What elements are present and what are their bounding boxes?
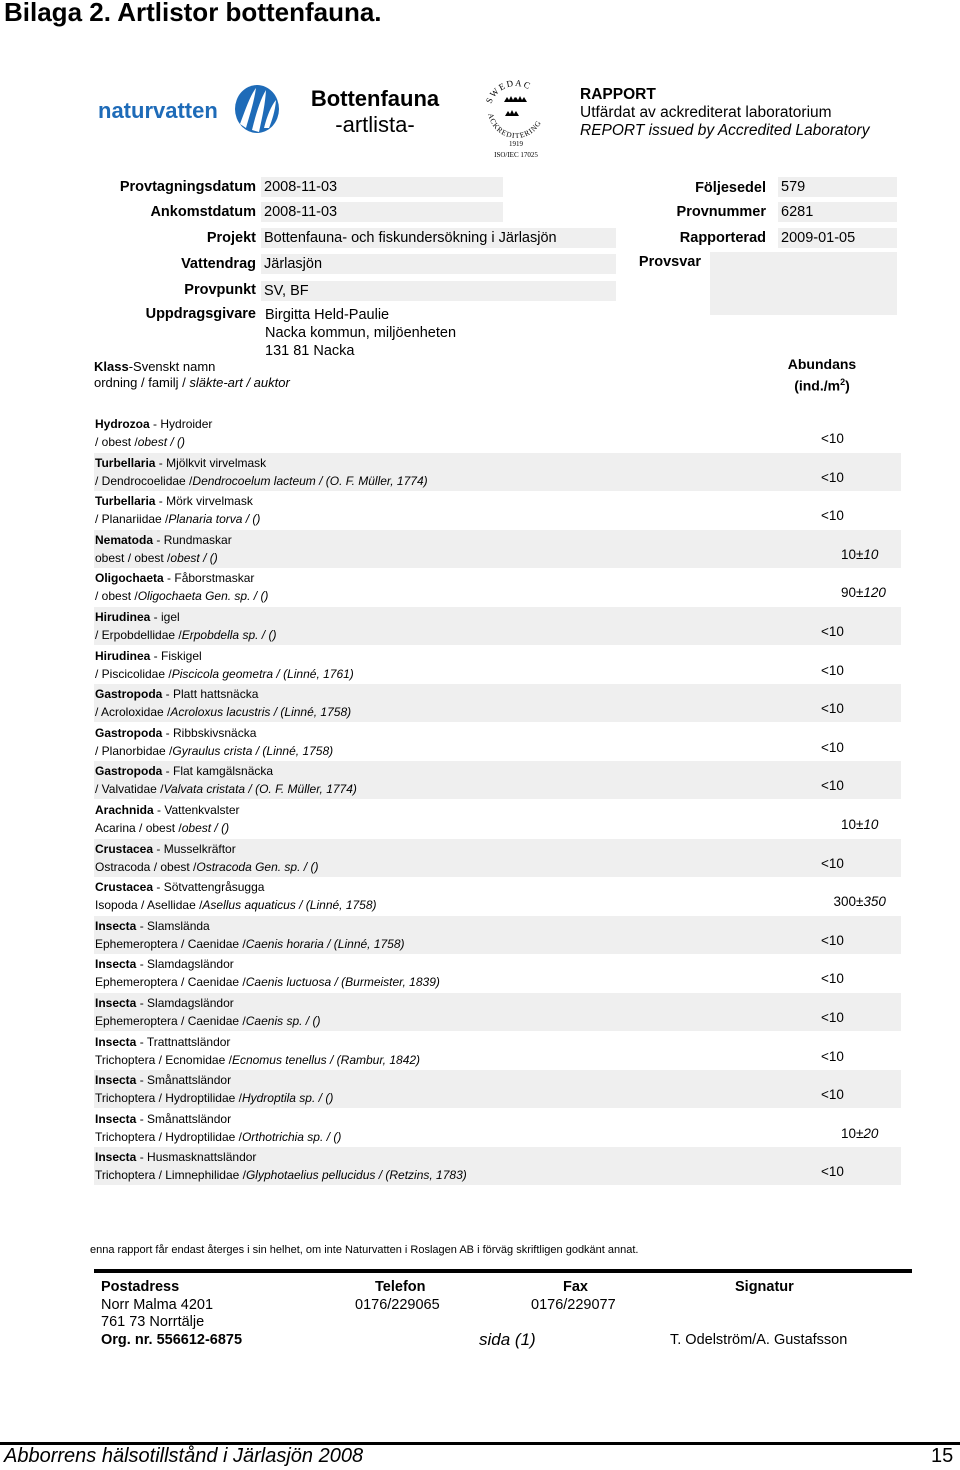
taxon-abundance: <10	[821, 739, 844, 755]
taxon-abundance: <10	[821, 508, 844, 524]
taxon-separator: -	[136, 957, 148, 972]
footer-fax: 0176/229077	[531, 1297, 616, 1313]
taxon-abundance: 90	[840, 585, 856, 601]
column-header-klass: Klass-Svenskt namn	[94, 359, 216, 374]
label-uppdragsgivare: Uppdragsgivare	[145, 306, 256, 322]
taxon-separator: -	[149, 417, 161, 431]
taxon-class-line	[95, 1150, 256, 1164]
taxon-detail-line	[95, 1053, 420, 1067]
taxon-class-line	[95, 494, 253, 508]
taxon-row	[94, 530, 901, 568]
taxon-row	[94, 877, 901, 915]
taxon-detail-line	[95, 667, 354, 681]
taxon-swedish-name: Rundmaskar	[163, 532, 232, 547]
footer-postadress-label: Postadress	[101, 1279, 180, 1295]
taxon-class: Insecta	[95, 1150, 137, 1165]
taxon-row	[94, 993, 901, 1031]
taxon-detail-line	[95, 1091, 333, 1105]
seal-standard: ISO/IEC 17025	[494, 151, 538, 159]
taxon-separator: -	[153, 880, 164, 895]
document-subtitle: -artlista-	[335, 112, 415, 137]
taxon-abundance: <10	[821, 701, 844, 717]
taxon-row	[94, 723, 901, 761]
taxon-species-author: Orthotrichia sp. / ()	[241, 1129, 342, 1144]
taxon-swedish-name: Slamdagsländor	[147, 957, 234, 972]
taxon-class-line	[95, 610, 180, 624]
taxon-class: Arachnida	[95, 803, 154, 817]
taxon-abundance: <10	[821, 855, 844, 871]
taxon-class: Gastropoda	[95, 725, 163, 740]
report-line-english: REPORT issued by Accredited Laboratory	[580, 122, 870, 139]
taxon-class: Insecta	[95, 1111, 137, 1126]
taxon-abundance: <10	[821, 1087, 844, 1103]
bottom-page-number: 15	[931, 1445, 954, 1467]
taxon-row	[94, 646, 901, 684]
footer-org-number: Org. nr. 556612-6875	[101, 1332, 243, 1348]
taxon-species-author: Asellus aquaticus / (Linné, 1758)	[202, 898, 377, 913]
footer-address-2: 761 73 Norrtälje	[101, 1314, 205, 1330]
taxon-species-author: Caenis luctuosa / (Burmeister, 1839)	[245, 975, 440, 990]
taxon-order-family: Trichoptera / Hydroptilidae /	[95, 1091, 242, 1106]
field-provnummer: 6281	[778, 202, 897, 222]
taxon-swedish-name: Flat kamgälsnäcka	[173, 764, 274, 779]
field-provtagningsdatum: 2008-11-03	[261, 177, 503, 197]
footer-telefon: 0176/229065	[355, 1297, 440, 1313]
taxon-detail-line	[95, 512, 260, 526]
taxon-abundance: <10	[821, 1048, 844, 1064]
taxon-abundance: 10	[840, 1125, 856, 1141]
taxon-class: Hirudinea	[95, 610, 151, 624]
taxon-class: Nematoda	[95, 532, 154, 547]
taxon-uncertainty: ±10	[856, 817, 879, 832]
footer-page-number: sida (1)	[479, 1330, 536, 1349]
taxon-species-author: Ostracoda Gen. sp. / ()	[196, 859, 319, 874]
seal-year: 1919	[509, 140, 523, 148]
label-foljesedel: Följesedel	[695, 180, 766, 196]
taxon-class: Insecta	[95, 1034, 137, 1049]
taxon-detail-line	[95, 821, 229, 835]
taxon-order-family: / obest /	[95, 435, 138, 449]
uppdragsgivare-org: Nacka kommun, miljöenheten	[265, 325, 457, 341]
taxon-class-line	[95, 571, 254, 585]
footer-fax-label: Fax	[563, 1279, 588, 1295]
taxon-class-line	[95, 842, 236, 856]
svg-text:ACKREDITERING	[486, 112, 543, 140]
taxon-uncertainty: ±350	[856, 894, 886, 910]
taxon-species-author: Gyraulus crista / (Linné, 1758)	[172, 743, 334, 758]
taxon-swedish-name: Ribbskivsnäcka	[173, 725, 257, 740]
taxon-species-author: Piscicola geometra / (Linné, 1761)	[171, 666, 354, 681]
field-vattendrag: Järlasjön	[261, 254, 616, 274]
label-provsvar: Provsvar	[638, 254, 701, 270]
taxon-class: Insecta	[95, 996, 137, 1010]
taxon-abundance: <10	[821, 662, 844, 678]
taxon-separator: -	[136, 1150, 148, 1165]
taxon-abundance: <10	[821, 431, 844, 446]
taxon-row	[94, 684, 901, 722]
taxon-row	[94, 1070, 901, 1108]
taxon-row	[94, 1147, 901, 1185]
taxon-separator: -	[162, 725, 174, 740]
taxon-detail-line	[95, 898, 377, 912]
taxon-swedish-name: Hydroider	[160, 417, 213, 431]
taxon-species-author: Hydroptila sp. / ()	[241, 1091, 334, 1106]
taxon-order-family: Ephemeroptera / Caenidae /	[95, 1014, 246, 1028]
taxon-detail-line	[95, 474, 428, 488]
taxon-separator: -	[150, 648, 162, 663]
field-rapporterad: 2009-01-05	[778, 228, 897, 248]
taxon-row	[94, 414, 901, 452]
taxon-separator: -	[155, 455, 167, 470]
field-foljesedel: 579	[778, 177, 897, 197]
taxon-separator: -	[153, 803, 165, 817]
taxon-order-family: Trichoptera / Limnephilidae /	[95, 1168, 246, 1183]
taxon-detail-line	[95, 705, 351, 719]
taxon-class-line	[95, 726, 256, 740]
label-projekt: Projekt	[206, 230, 256, 246]
label-ankomstdatum: Ankomstdatum	[150, 204, 256, 220]
taxon-separator: -	[153, 532, 164, 547]
seal-ring-text: ACKREDITERING	[486, 112, 544, 141]
taxon-abundance: 300	[833, 894, 856, 910]
taxon-separator: -	[136, 996, 148, 1010]
taxon-swedish-name: Platt hattsnäcka	[173, 687, 259, 702]
taxon-row	[94, 568, 901, 606]
field-provpunkt: SV, BF	[261, 281, 616, 301]
taxon-abundance: <10	[821, 932, 844, 948]
taxon-class-line	[95, 533, 232, 547]
taxon-separator: -	[162, 687, 174, 702]
taxon-order-family: Trichoptera / Hydroptilidae /	[95, 1129, 242, 1144]
taxon-order-family: / Dendrocoelidae /	[95, 473, 193, 488]
taxon-swedish-name: Musselkräftor	[163, 841, 236, 856]
taxon-order-family: / Valvatidae /	[95, 782, 164, 797]
taxon-uncertainty: ±20	[856, 1125, 879, 1141]
taxon-row	[94, 916, 901, 954]
taxon-swedish-name: Mjölkvit virvelmask	[166, 455, 267, 470]
taxon-abundance: <10	[821, 1164, 844, 1180]
taxon-swedish-name: Fiskigel	[161, 648, 202, 663]
taxon-species-author: obest / ()	[181, 821, 230, 835]
taxon-class: Gastropoda	[95, 764, 163, 779]
taxon-class: Gastropoda	[95, 687, 163, 702]
taxon-class-line	[95, 417, 212, 431]
taxon-swedish-name: Sötvattengråsugga	[163, 880, 265, 895]
taxon-detail-line	[95, 435, 185, 449]
footer-rule	[94, 1269, 912, 1273]
taxon-separator: -	[150, 610, 162, 624]
uppdragsgivare-name: Birgitta Held-Paulie	[265, 307, 390, 323]
taxon-abundance: <10	[821, 1010, 844, 1025]
taxon-class-line	[95, 803, 240, 817]
taxon-separator: -	[136, 918, 148, 933]
taxon-class-line	[95, 649, 202, 663]
taxon-detail-line	[95, 782, 357, 796]
taxon-order-family: Trichoptera / Ecnomidae /	[95, 1052, 232, 1067]
field-provsvar	[710, 252, 897, 315]
report-title: RAPPORT	[580, 86, 656, 103]
taxon-swedish-name: Mörk virvelmask	[166, 494, 253, 509]
document-title-main: Bottenfauna	[310, 86, 440, 111]
taxon-order-family: / obest /	[95, 589, 138, 604]
taxon-class-line	[95, 764, 273, 778]
report-line-swedish: Utfärdat av ackrediterat laboratorium	[580, 104, 832, 121]
taxon-class-line	[95, 996, 234, 1010]
taxon-row	[94, 839, 901, 877]
taxon-species-author: Caenis horaria / (Linné, 1758)	[245, 936, 405, 951]
taxon-detail-line	[95, 1168, 467, 1182]
taxon-species-author: Dendrocoelum lacteum / (O. F. Müller, 1774)	[192, 473, 428, 488]
taxon-class-line	[95, 1035, 230, 1049]
seal-top-text: SWEDAC	[483, 77, 534, 105]
taxon-class: Turbellaria	[95, 494, 156, 509]
bottom-title: Abborrens hälsotillstånd i Järlasjön 2008	[4, 1445, 364, 1467]
taxon-class-line	[95, 1112, 231, 1126]
taxon-species-author: Glyphotaelius pellucidus / (Retzins, 1783)	[245, 1168, 467, 1183]
taxon-order-family: / Acroloxidae /	[95, 705, 171, 720]
taxon-species-author: Oligochaeta Gen. sp. / ()	[137, 589, 269, 604]
taxon-species-author: Acroloxus lacustris / (Linné, 1758)	[170, 705, 352, 720]
label-provtagningsdatum: Provtagningsdatum	[119, 179, 256, 195]
taxon-separator: -	[136, 1111, 148, 1126]
three-crowns-icon	[504, 96, 527, 116]
taxon-class: Insecta	[95, 1073, 137, 1088]
taxon-class: Crustacea	[95, 880, 154, 895]
taxon-abundance: <10	[821, 971, 844, 987]
uppdragsgivare-address: 131 81 Nacka	[265, 343, 355, 359]
page-title: Bilaga 2. Artlistor bottenfauna.	[4, 0, 382, 27]
taxon-swedish-name: Trattnattsländor	[146, 1034, 231, 1049]
taxon-order-family: obest / obest /	[95, 550, 171, 565]
taxon-class-line	[95, 919, 210, 933]
taxon-row	[94, 800, 901, 838]
taxon-species-author: Erpobdella sp. / ()	[181, 628, 277, 642]
taxon-row	[94, 607, 901, 645]
taxon-separator: -	[153, 841, 164, 856]
taxon-order-family: Acarina / obest /	[95, 821, 182, 835]
taxon-detail-line	[95, 1130, 341, 1144]
column-header-ordning: ordning / familj / släkte-art / auktor	[94, 375, 290, 390]
taxon-abundance: <10	[821, 778, 844, 794]
naturvatten-logo-icon	[234, 84, 280, 134]
taxon-detail-line	[95, 628, 276, 642]
taxon-swedish-name: Husmasknattsländor	[147, 1150, 257, 1165]
taxon-class-line	[95, 880, 264, 894]
taxon-class: Crustacea	[95, 841, 154, 856]
taxon-swedish-name: Fåborstmaskar	[174, 571, 255, 586]
taxon-detail-line	[95, 551, 218, 565]
taxon-separator: -	[136, 1073, 148, 1088]
taxon-detail-line	[95, 975, 440, 989]
taxon-detail-line	[95, 744, 333, 758]
taxon-swedish-name: Slamdagsländor	[147, 996, 234, 1010]
field-uppdragsgivare	[265, 306, 456, 360]
taxon-uncertainty: ±10	[856, 546, 879, 562]
taxon-class-line	[95, 1073, 231, 1087]
taxon-abundance: 10	[840, 817, 856, 832]
taxon-detail-line	[95, 1014, 320, 1028]
taxon-separator: -	[155, 494, 167, 509]
taxon-swedish-name: Smånattsländor	[147, 1073, 232, 1088]
taxon-class: Hydrozoa	[95, 417, 150, 431]
field-ankomstdatum: 2008-11-03	[261, 202, 503, 222]
taxon-class: Oligochaeta	[95, 571, 164, 586]
label-rapporterad: Rapporterad	[679, 230, 766, 246]
taxon-species-author: Ecnomus tenellus / (Rambur, 1842)	[231, 1052, 421, 1067]
taxon-swedish-name: Smånattsländor	[147, 1111, 232, 1126]
taxon-abundance: <10	[821, 624, 844, 639]
taxon-class: Insecta	[95, 918, 137, 933]
taxon-species-author: Valvata cristata / (O. F. Müller, 1774)	[163, 782, 357, 797]
taxon-class: Insecta	[95, 957, 137, 972]
column-header-abundans: Abundans $(ind./m^2)$	[760, 355, 884, 395]
taxon-row	[94, 1109, 901, 1147]
taxon-order-family: / Planorbidae /	[95, 743, 173, 758]
swedac-accreditation-seal	[480, 72, 552, 162]
taxon-separator: -	[136, 1034, 147, 1049]
taxon-order-family: / Piscicolidae /	[95, 666, 172, 681]
taxon-order-family: / Planariidae /	[95, 512, 169, 527]
taxon-order-family: Isopoda / Asellidae /	[95, 898, 203, 913]
document-title	[300, 86, 450, 138]
taxon-row	[94, 1032, 901, 1070]
taxon-class-line	[95, 456, 266, 470]
taxon-detail-line	[95, 589, 268, 603]
taxon-separator: -	[163, 571, 175, 586]
report-header	[580, 86, 869, 140]
taxon-detail-line	[95, 860, 318, 874]
taxon-swedish-name: Vattenkvalster	[164, 803, 240, 817]
label-provnummer: Provnummer	[676, 204, 766, 220]
taxon-row	[94, 491, 901, 529]
taxon-row	[94, 761, 901, 799]
taxon-class-line	[95, 957, 234, 971]
taxon-abundance: 10	[840, 546, 856, 562]
disclaimer: enna rapport får endast återges i sin helhet, om inte Naturvatten i Roslagen AB i förväg skriftligen godkänt annat.	[90, 1244, 639, 1256]
taxon-class: Hirudinea	[95, 648, 151, 663]
footer-signatur: T. Odelström/A. Gustafsson	[670, 1332, 848, 1348]
taxon-order-family: Ostracoda / obest /	[95, 859, 197, 874]
field-projekt: Bottenfauna- och fiskundersökning i Järlasjön	[261, 228, 616, 248]
taxon-separator: -	[162, 764, 174, 779]
label-vattendrag: Vattendrag	[181, 256, 256, 272]
taxon-species-author: obest / ()	[137, 435, 186, 449]
taxon-species-author: Caenis sp. / ()	[245, 1014, 321, 1028]
taxon-swedish-name: igel	[161, 610, 180, 624]
taxon-detail-line	[95, 937, 405, 951]
taxon-species-author: Planaria torva / ()	[168, 512, 261, 527]
taxon-species-author: obest / ()	[170, 550, 218, 565]
footer-signatur-label: Signatur	[735, 1279, 794, 1295]
taxon-order-family: / Erpobdellidae /	[95, 628, 182, 642]
footer-telefon-label: Telefon	[375, 1279, 426, 1295]
taxon-order-family: Ephemeroptera / Caenidae /	[95, 936, 246, 951]
taxon-row	[94, 453, 901, 491]
column-header-unit: $(ind./m^2)$	[794, 377, 850, 394]
taxon-row	[94, 954, 901, 992]
taxon-order-family: Ephemeroptera / Caenidae /	[95, 975, 246, 990]
taxon-abundance: <10	[821, 469, 844, 485]
taxon-swedish-name: Slamslända	[147, 918, 210, 933]
footer-address-1: Norr Malma 4201	[101, 1297, 214, 1313]
taxon-class: Turbellaria	[95, 455, 156, 470]
label-provpunkt: Provpunkt	[184, 282, 256, 298]
naturvatten-logo-text: naturvatten	[98, 98, 218, 123]
taxon-class-line	[95, 687, 258, 701]
taxon-uncertainty: ±120	[856, 585, 886, 601]
